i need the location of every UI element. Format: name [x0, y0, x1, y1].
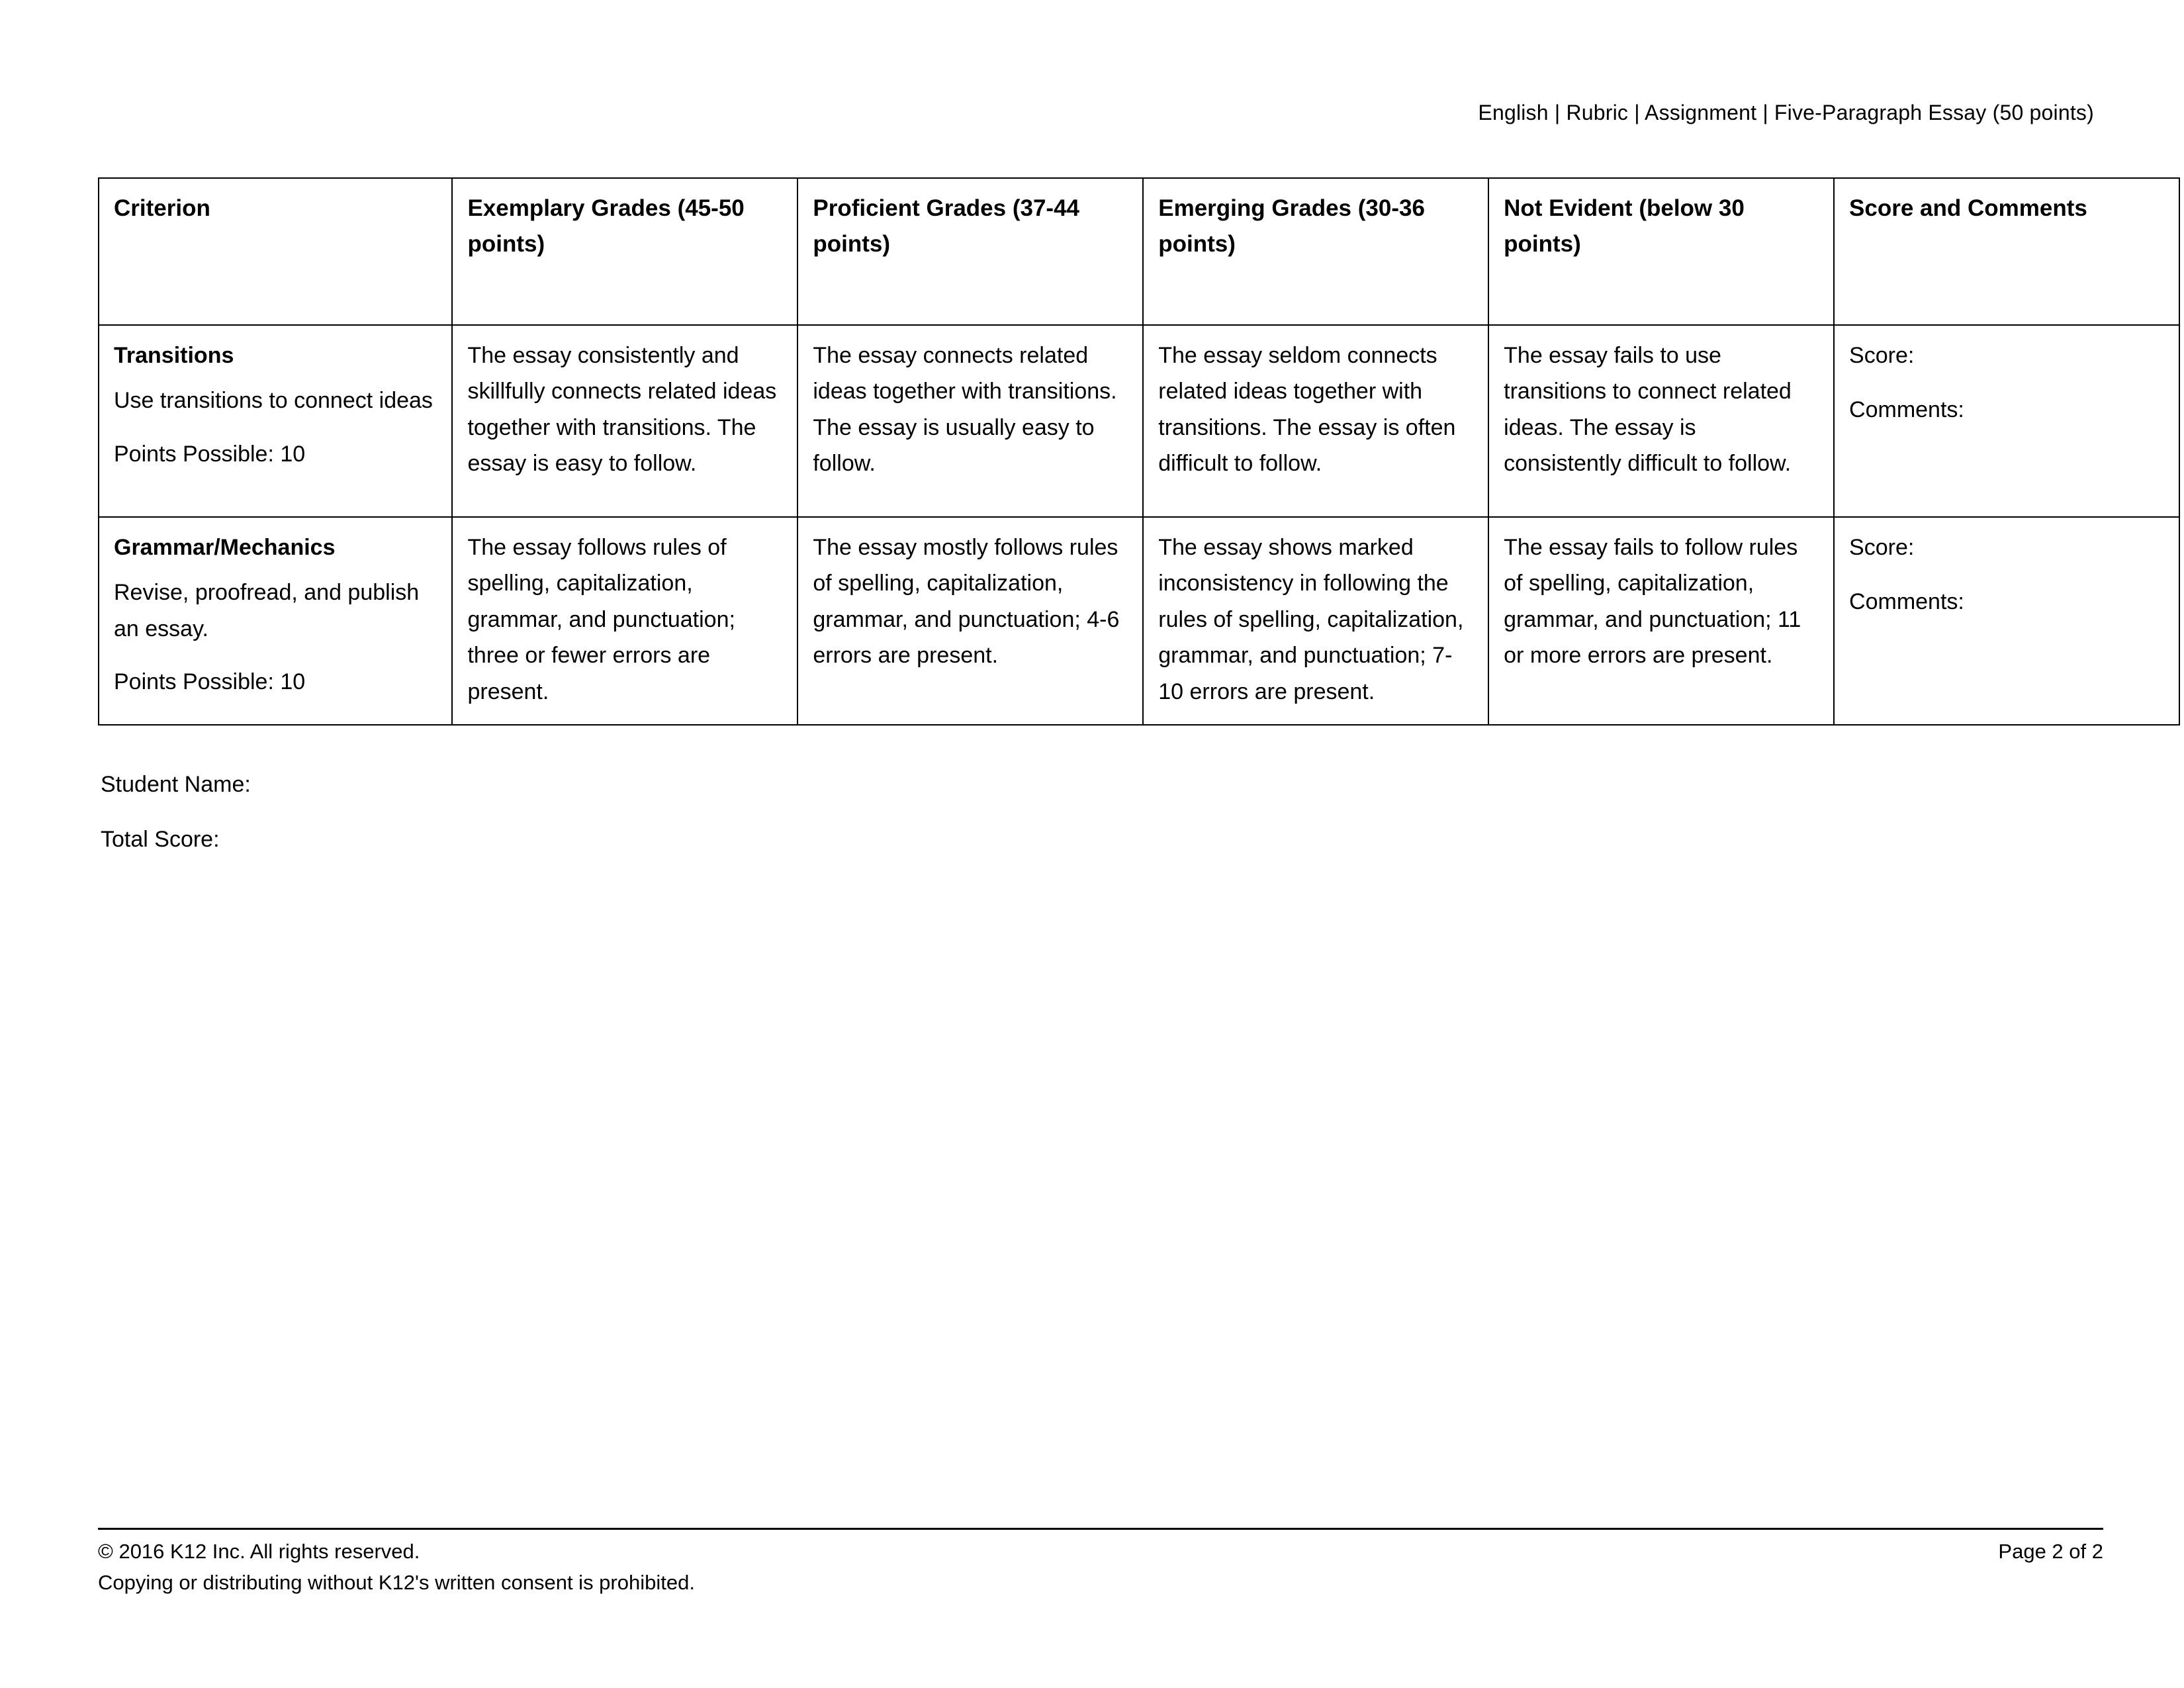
page-number: Page 2 of 2 — [1998, 1540, 2103, 1563]
header-score-comments: Score and Comments — [1834, 178, 2179, 325]
criterion-description: Use transitions to connect ideas — [114, 388, 433, 414]
copyright-text: © 2016 K12 Inc. All rights reserved. — [98, 1540, 420, 1563]
criterion-cell — [99, 517, 452, 725]
exemplary-cell: The essay consistently and skillfully connects related ideas together with transitions. The essay is easy to follow. — [452, 325, 797, 517]
score-comments-cell — [1834, 517, 2179, 725]
breadcrumb: English | Rubric | Assignment | Five-Paragraph Essay (50 points) — [1478, 101, 2094, 124]
not-evident-cell: The essay fails to follow rules of spelling, capitalization, grammar, and punctuation; 11 or more errors are present. — [1488, 517, 1834, 725]
header-criterion: Criterion — [99, 178, 452, 325]
table-row-grammar-mechanics — [99, 517, 2179, 725]
page-footer — [98, 1528, 2103, 1598]
rubric-table — [98, 177, 2180, 726]
points-possible: Points Possible: 10 — [114, 669, 306, 695]
student-name-label: Student Name: — [101, 772, 251, 797]
header-row — [99, 178, 2179, 325]
comments-label: Comments: — [1849, 397, 1964, 423]
comments-label: Comments: — [1849, 589, 1964, 615]
header-emerging: Emerging Grades (30-36 points) — [1143, 178, 1488, 325]
proficient-cell: The essay mostly follows rules of spelling, capitalization, grammar, and punctuation; 4-6 errors are present. — [797, 517, 1143, 725]
emerging-cell: The essay seldom connects related ideas together with transitions. The essay is often difficult to follow. — [1143, 325, 1488, 517]
copy-notice-text: Copying or distributing without K12's written consent is prohibited. — [98, 1570, 695, 1594]
criterion-title: Transitions — [114, 343, 234, 368]
header-not-evident: Not Evident (below 30 points) — [1488, 178, 1834, 325]
score-label: Score: — [1849, 343, 1915, 368]
points-possible: Points Possible: 10 — [114, 441, 306, 467]
emerging-cell: The essay shows marked inconsistency in following the rules of spelling, capitalization, grammar, and punctuation; 7-10 errors are present. — [1143, 517, 1488, 725]
header-exemplary: Exemplary Grades (45-50 points) — [452, 178, 797, 325]
criterion-cell — [99, 325, 452, 517]
score-comments-cell — [1834, 325, 2179, 517]
not-evident-cell: The essay fails to use transitions to connect related ideas. The essay is consistently difficult to follow. — [1488, 325, 1834, 517]
criterion-description: Revise, proofread, and publish an essay. — [114, 580, 420, 641]
proficient-cell: The essay connects related ideas together with transitions. The essay is usually easy to follow. — [797, 325, 1143, 517]
footer-row — [98, 1536, 2103, 1568]
criterion-title: Grammar/Mechanics — [114, 535, 336, 560]
total-score-label: Total Score: — [101, 827, 220, 852]
student-info-block — [101, 772, 251, 882]
exemplary-cell: The essay follows rules of spelling, capitalization, grammar, and punctuation; three or fewer errors are present. — [452, 517, 797, 725]
score-label: Score: — [1849, 535, 1915, 560]
header-proficient: Proficient Grades (37-44 points) — [797, 178, 1143, 325]
table-row-transitions — [99, 325, 2179, 517]
